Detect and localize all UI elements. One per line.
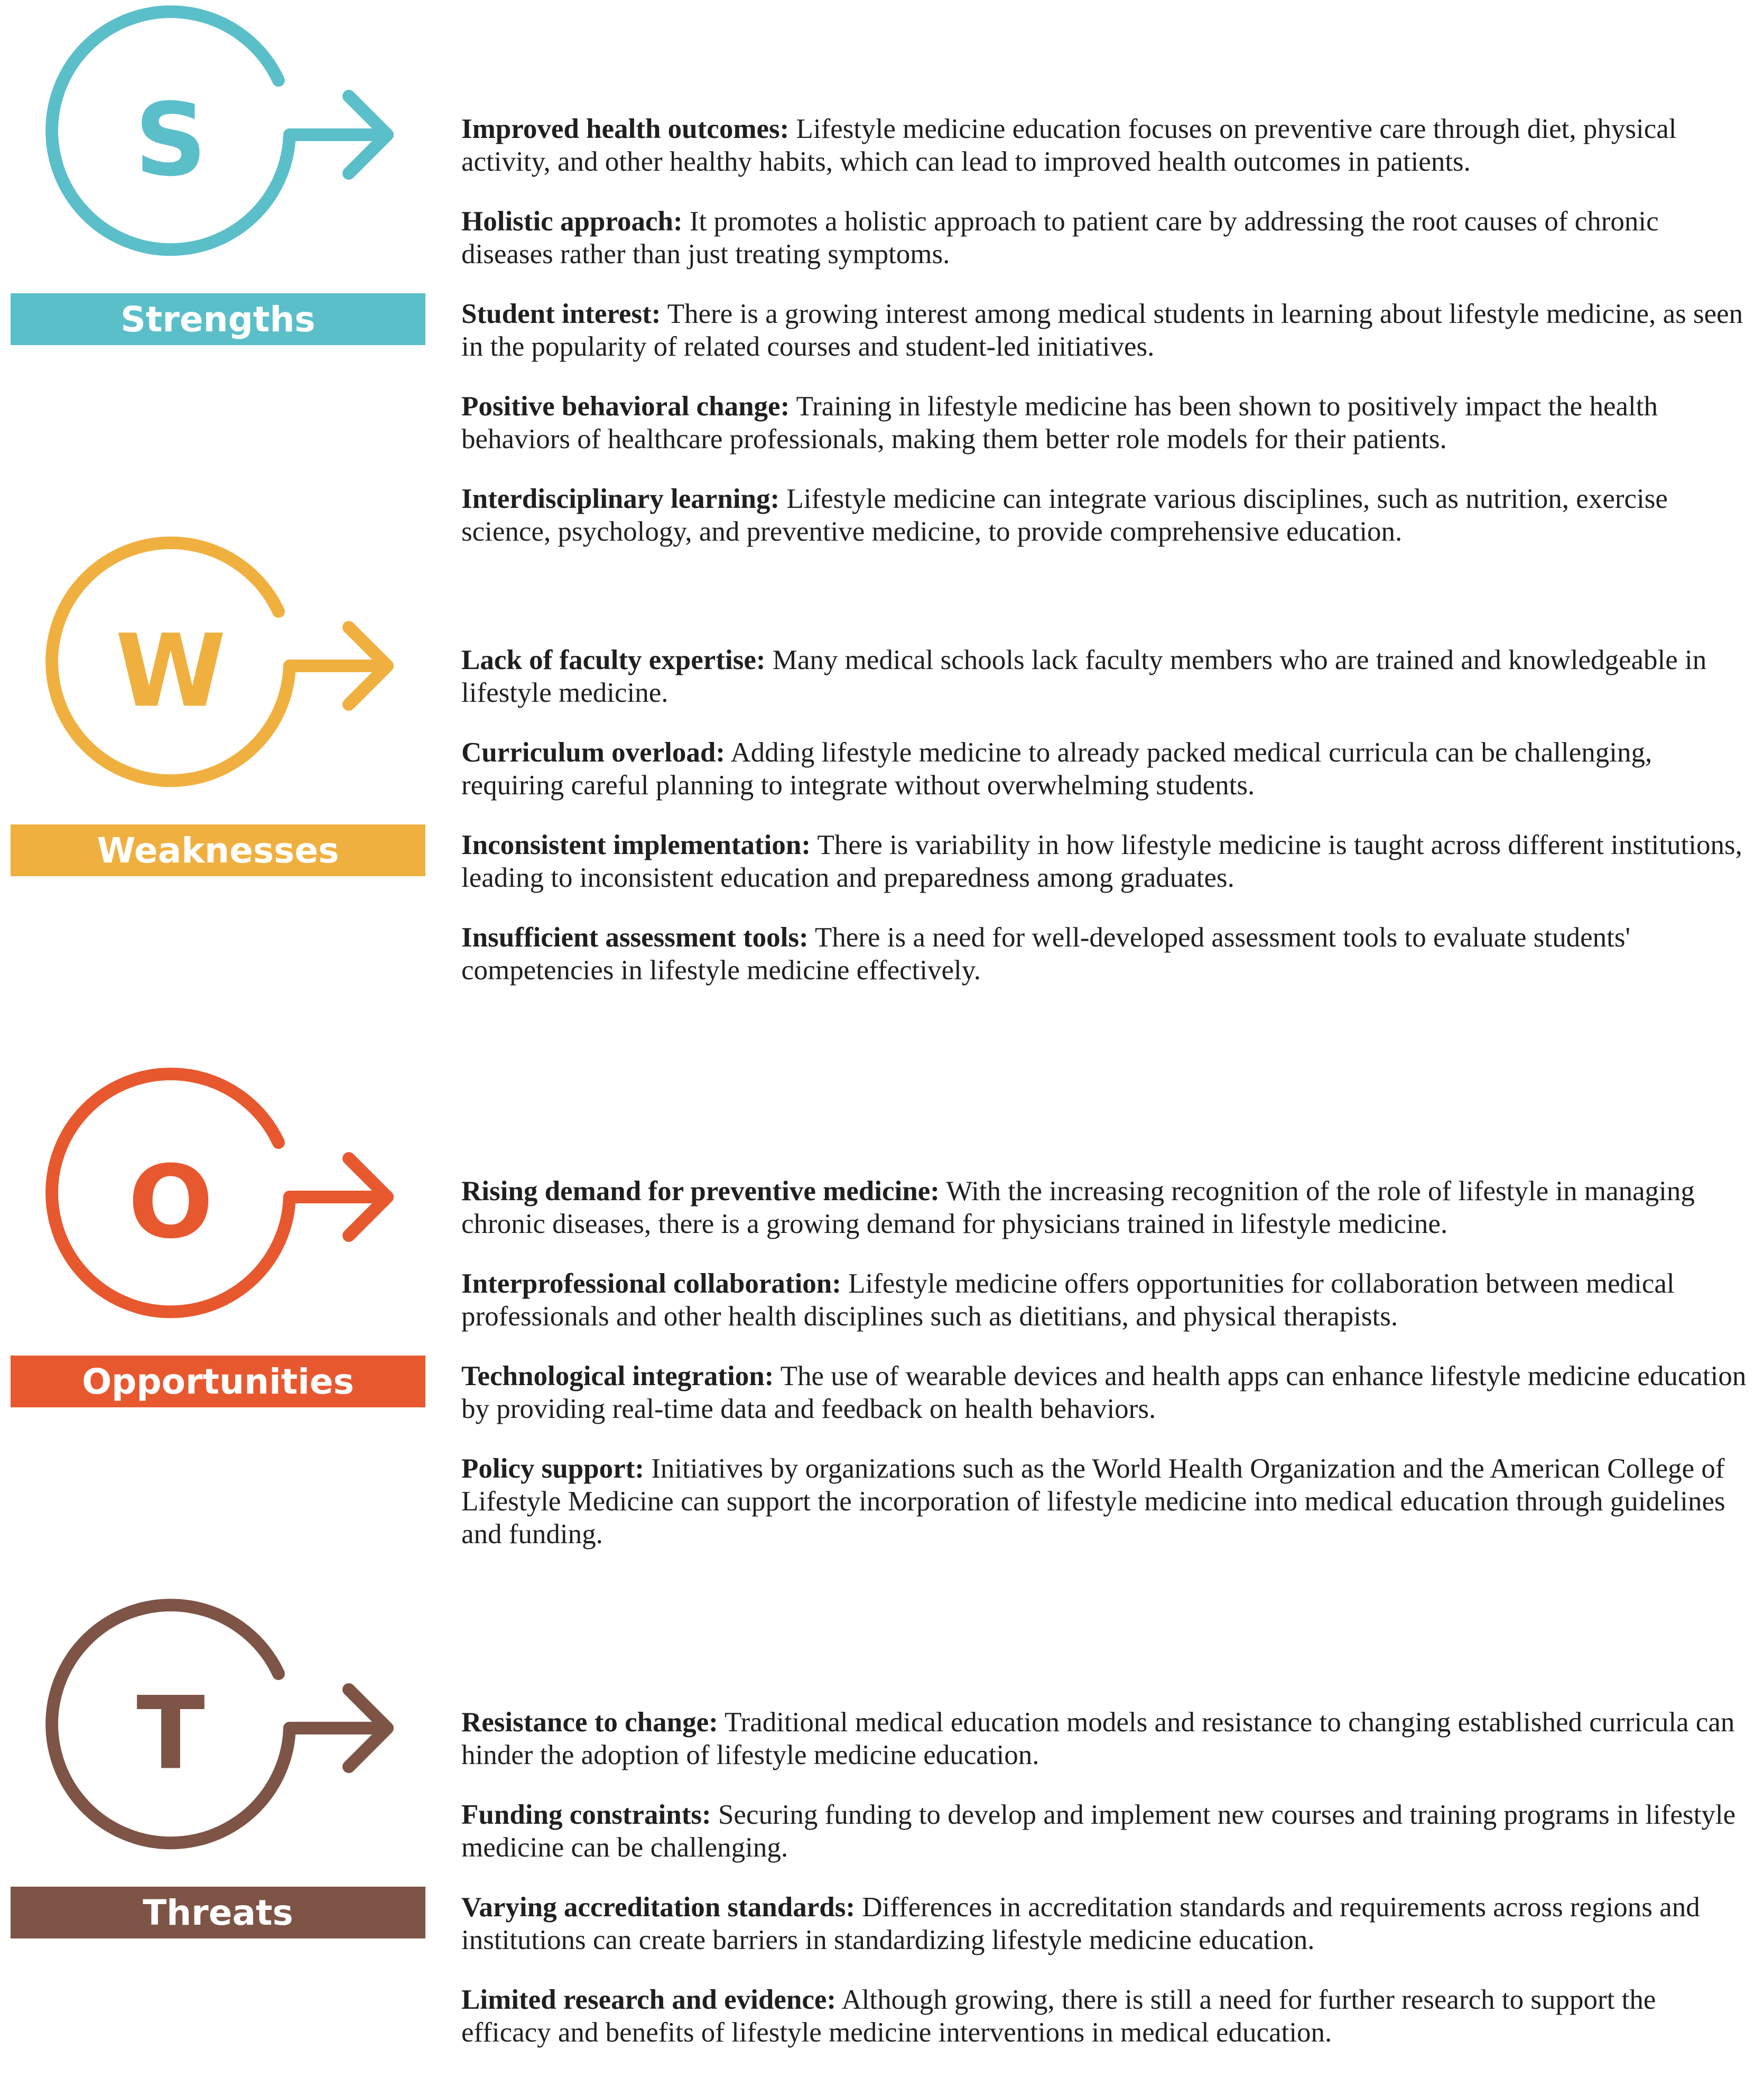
section-letter: T bbox=[136, 1675, 205, 1792]
list-item: Lack of faculty expertise: Many medical schools lack faculty members who are trained and knowledgeable in lifestyle medicine. bbox=[461, 645, 1707, 708]
circle-arrow-icon bbox=[0, 531, 433, 806]
list-item: Resistance to change: Traditional medical education models and resistance to changing established curricula can hinder the adoption of lifestyle medicine education. bbox=[461, 1707, 1735, 1770]
list-item: Funding constraints: Securing funding to develop and implement new courses and training programs in lifestyle medicine can be challenging. bbox=[461, 1799, 1736, 1863]
list-item: Technological integration: The use of wearable devices and health apps can enhance lifestyle medicine education by providing real-time data and feedback on health behaviors. bbox=[461, 1361, 1747, 1424]
list-item: Policy support: Initiatives by organizations such as the World Health Organization and the American College of Lifestyle Medicine can support the incorporation of lifestyle medicine into medical education through guidelines and funding. bbox=[461, 1453, 1725, 1549]
section-label: Opportunities bbox=[11, 1356, 425, 1407]
section-weaknesses bbox=[0, 531, 1764, 1054]
item-list bbox=[461, 1175, 1751, 1578]
section-letter: W bbox=[115, 613, 226, 730]
section-opportunities bbox=[0, 1062, 1764, 1585]
section-letter: O bbox=[128, 1144, 213, 1261]
section-letter: S bbox=[134, 81, 207, 199]
list-item: Holistic approach: It promotes a holistic approach to patient care by addressing the root causes of chronic diseases rather than just treating symptoms. bbox=[461, 206, 1659, 270]
list-item: Student interest: There is a growing interest among medical students in learning about lifestyle medicine, as seen in the popularity of related courses and student-led initiatives. bbox=[461, 299, 1743, 362]
list-item: Varying accreditation standards: Differences in accreditation standards and requirements across regions and institutions can create barriers in standardizing lifestyle medicine education. bbox=[461, 1892, 1700, 1955]
circle-arrow-icon bbox=[0, 1593, 433, 1868]
list-item: Interprofessional collaboration: Lifestyle medicine offers opportunities for collaboration between medical professionals and other health disciplines such as dietitians, and physical therapists. bbox=[461, 1268, 1675, 1332]
circle-arrow-icon bbox=[0, 1062, 433, 1337]
section-threats bbox=[0, 1593, 1764, 2095]
list-item: Interdisciplinary learning: Lifestyle medicine can integrate various disciplines, such as nutrition, exercise science, psychology, and preventive medicine, to provide comprehensive education. bbox=[461, 484, 1668, 547]
item-list bbox=[461, 113, 1751, 575]
section-strengths bbox=[0, 0, 1764, 547]
circle-arrow-icon bbox=[0, 0, 433, 275]
list-item: Rising demand for preventive medicine: With the increasing recognition of the role of lifestyle in managing chronic diseases, there is a growing demand for physicians trained in lifestyle medicine. bbox=[461, 1176, 1695, 1239]
section-label: Threats bbox=[11, 1887, 425, 1938]
item-list bbox=[461, 1706, 1751, 2076]
list-item: Limited research and evidence: Although growing, there is still a need for further research to support the efficacy and benefits of lifestyle medicine interventions in medical education. bbox=[461, 1984, 1656, 2048]
section-label: Strengths bbox=[11, 293, 425, 345]
section-label: Weaknesses bbox=[11, 824, 425, 876]
item-list bbox=[461, 644, 1751, 1014]
list-item: Positive behavioral change: Training in lifestyle medicine has been shown to positively impact the health behaviors of healthcare professionals, making them better role models for their patients. bbox=[461, 391, 1658, 454]
list-item: Curriculum overload: Adding lifestyle medicine to already packed medical curricula can be challenging, requiring careful planning to integrate without overwhelming students. bbox=[461, 737, 1652, 801]
list-item: Insufficient assessment tools: There is a need for well-developed assessment tools to evaluate students' competencies in lifestyle medicine effectively. bbox=[461, 922, 1631, 986]
list-item: Inconsistent implementation: There is variability in how lifestyle medicine is taught across different institutions, leading to inconsistent education and preparedness among graduates. bbox=[461, 830, 1742, 893]
list-item: Improved health outcomes: Lifestyle medicine education focuses on preventive care through diet, physical activity, and other healthy habits, which can lead to improved health outcomes in patients. bbox=[461, 114, 1677, 177]
